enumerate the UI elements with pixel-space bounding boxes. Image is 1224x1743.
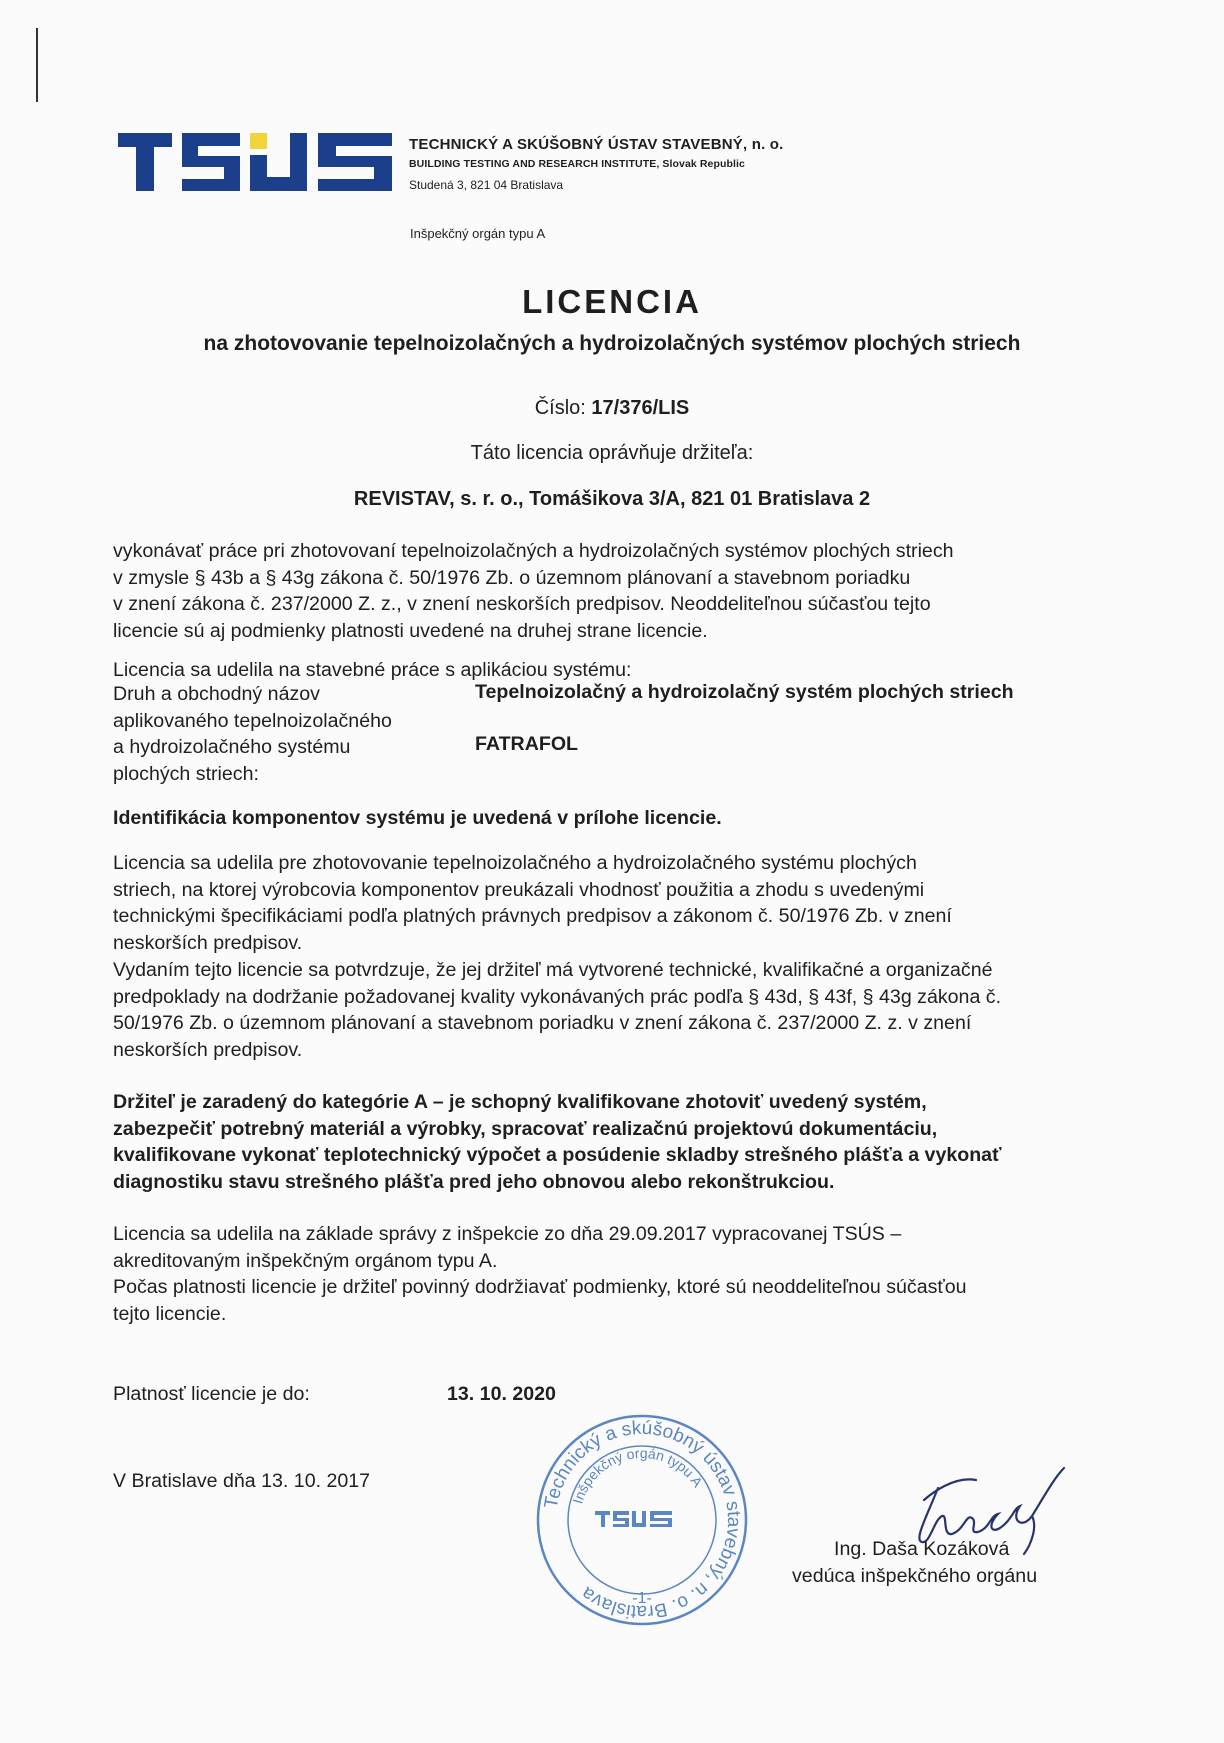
paragraph-line: striech, na ktorej výrobcovia komponentov preukázali vhodnosť použitia a zhodu s uvedenými xyxy=(113,878,925,901)
system-label-line: Druh a obchodný názov xyxy=(113,683,320,705)
license-number-value: 17/376/LIS xyxy=(591,397,690,419)
logo-yellow-square xyxy=(250,133,267,149)
logo-letter-s2 xyxy=(318,133,392,191)
stamp-outer-text: Technický a skúšobný ústav stavebný, n. o. Bratislava xyxy=(540,1417,745,1623)
paragraph-line: Počas platnosti licencie je držiteľ povinný dodržiavať podmienky, ktoré sú neoddeliteľnou súčasťou xyxy=(113,1276,967,1298)
paragraph-line: neskorších predpisov. xyxy=(113,1038,303,1061)
document-title: LICENCIA xyxy=(522,283,702,320)
document-subtitle: na zhotovovanie tepelnoizolačných a hydroizolačných systémov plochých striech xyxy=(203,332,1021,355)
validity-label: Platnosť licencie je do: xyxy=(113,1383,310,1405)
signer-role: vedúca inšpekčného orgánu xyxy=(792,1565,1038,1587)
paragraph-line: v zmysle § 43b a § 43g zákona č. 50/1976 Zb. o územnom plánovaní a stavebnom poriadku xyxy=(113,566,911,589)
paragraph-line: licencie sú aj podmienky platnosti uvedené na druhej strane licencie. xyxy=(113,619,708,642)
paragraph-basis xyxy=(113,1221,1120,1274)
stamp-inner-text: Inšpekčný orgán typu A xyxy=(569,1444,707,1506)
inspection-body-type: Inšpekčný orgán typu A xyxy=(410,226,546,241)
paragraph-scope xyxy=(113,538,1120,644)
paragraph-line: 50/1976 Zb. o územnom plánovaní a stavebnom poriadku v znení zákona č. 237/2000 Z. z. v znení xyxy=(113,1012,972,1034)
paragraph-grant xyxy=(113,850,1120,956)
paragraph-line: tejto licencie. xyxy=(113,1302,227,1325)
paragraph-line: kvalifikovane vykonať teplotechnický výpočet a posúdenie skladby strešného plášťa a vykonať xyxy=(113,1144,1002,1166)
system-name: Tepelnoizolačný a hydroizolačný systém plochých striech xyxy=(475,681,1014,703)
logo-letter-s xyxy=(182,133,240,191)
paragraph-line: Licencia sa udelila na základe správy z inšpekcie zo dňa 29.09.2017 vypracovanej TSÚS – xyxy=(113,1223,902,1245)
scan-artifact-line xyxy=(36,28,38,102)
system-brand: FATRAFOL xyxy=(475,733,579,755)
system-label-line: a hydroizolačného systému xyxy=(113,736,351,758)
entitlement-intro: Táto licencia oprávňuje držiteľa: xyxy=(470,442,754,464)
validity-date: 13. 10. 2020 xyxy=(447,1383,556,1405)
license-number-label: Číslo: xyxy=(534,397,586,419)
identification-note: Identifikácia komponentov systému je uvedená v prílohe licencie. xyxy=(113,807,722,829)
tsus-logo xyxy=(118,133,392,191)
paragraph-line: akreditovaným inšpekčným orgánom typu A. xyxy=(113,1249,498,1272)
paragraph-confirmation xyxy=(113,957,1120,1063)
license-number xyxy=(0,397,1224,420)
organization-address: Studená 3, 821 04 Bratislava xyxy=(409,178,564,192)
place-and-date: V Bratislave dňa 13. 10. 2017 xyxy=(113,1470,371,1492)
paragraph-category xyxy=(113,1089,1120,1195)
organization-name: TECHNICKÝ A SKÚŠOBNÝ ÚSTAV STAVEBNÝ, n. o. xyxy=(409,136,784,153)
paragraph-line: Držiteľ je zaradený do kategórie A – je schopný kvalifikovane zhotoviť uvedený systém, xyxy=(113,1091,927,1113)
official-stamp xyxy=(535,1413,749,1627)
paragraph-line: zabezpečiť potrebný materiál a výrobky, spracovať realizačnú projektovú dokumentáciu, xyxy=(113,1117,938,1140)
paragraph-line: Licencia sa udelila pre zhotovovanie tepelnoizolačného a hydroizolačného systému plochých xyxy=(113,852,917,874)
paragraph-line: technickými špecifikáciami podľa platných právnych predpisov a zákonom č. 50/1976 Zb. v znení xyxy=(113,905,952,927)
paragraph-line: vykonávať práce pri zhotovovaní tepelnoizolačných a hydroizolačných systémov plochých striech xyxy=(113,540,954,562)
system-label-line: plochých striech: xyxy=(113,762,259,785)
stamp-number: -1- xyxy=(632,1590,652,1607)
system-label xyxy=(113,681,392,787)
system-label-line: aplikovaného tepelnoizolačného xyxy=(113,709,392,732)
organization-name-english: BUILDING TESTING AND RESEARCH INSTITUTE, Slovak Republic xyxy=(409,158,745,170)
paragraph-line: predpoklady na dodržanie požadovanej kvality vykonávaných prác podľa § 43d, § 43f, § 43g zákona č. xyxy=(113,985,1002,1008)
paragraph-line: Vydaním tejto licencie sa potvrdzuje, že jej držiteľ má vytvorené technické, kvalifikačné a organizačné xyxy=(113,959,993,981)
stamp-logo xyxy=(595,1511,672,1527)
paragraph-line: neskorších predpisov. xyxy=(113,931,303,954)
signer-name: Ing. Daša Kozáková xyxy=(834,1538,1010,1560)
logo-letter-t xyxy=(118,133,172,191)
paragraph-line: v znení zákona č. 237/2000 Z. z., v znení neskorších predpisov. Neoddeliteľnou súčasťou tejto xyxy=(113,593,931,615)
paragraph-obligations xyxy=(113,1274,1120,1327)
system-intro: Licencia sa udelila na stavebné práce s aplikáciou systému: xyxy=(113,659,632,681)
paragraph-line: diagnostiku stavu strešného plášťa pred jeho obnovou alebo rekonštrukciou. xyxy=(113,1170,835,1193)
license-holder: REVISTAV, s. r. o., Tomášikova 3/A, 821 01 Bratislava 2 xyxy=(353,488,871,510)
